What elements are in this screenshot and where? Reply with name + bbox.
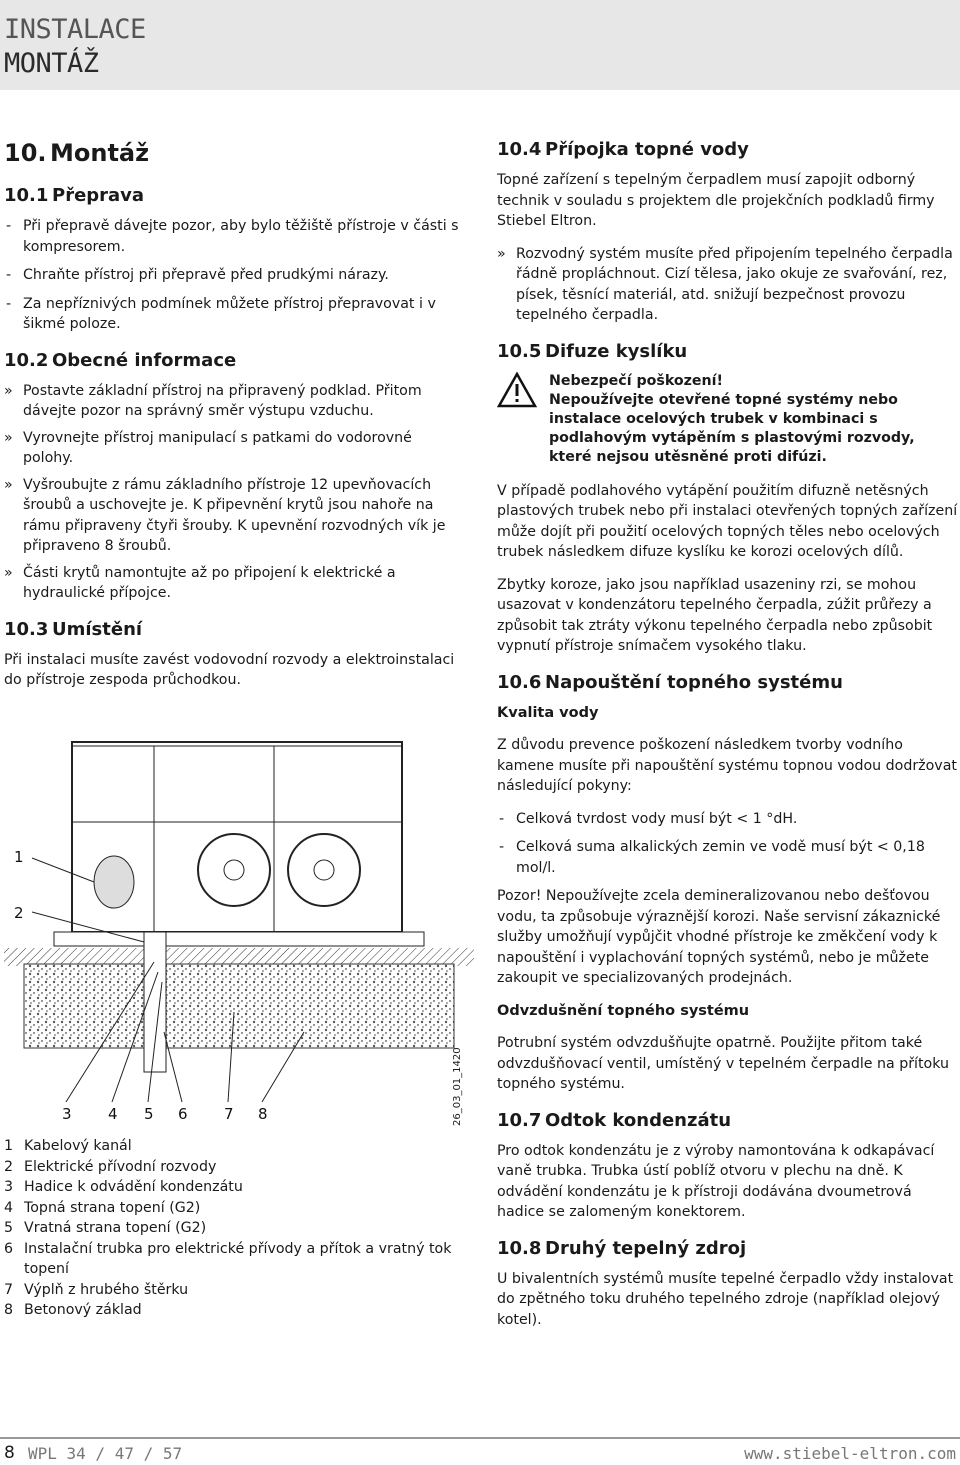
left-column <box>4 138 464 705</box>
callout-3: 3 <box>62 1105 72 1123</box>
callout-1: 1 <box>14 848 24 866</box>
section-heading: 10.8 Druhý tepelný zdroj <box>497 1237 747 1259</box>
list-item: - Celková tvrdost vody musí být < 1 °dH. <box>499 810 798 827</box>
legend-item: 3 Hadice k odvádění kondenzátu <box>4 1179 243 1195</box>
section-10-7 <box>497 1109 959 1223</box>
list-item: » Postavte základní přístroj na připravený podklad. Přitom dávejte pozor na správný směr výstupu vzduchu. <box>4 382 422 419</box>
legend-item: 8 Betonový základ <box>4 1302 142 1318</box>
paragraph: U bivalentních systémů musíte tepelné čerpadlo vždy instalovat do zpětného toku druhého tepelného zdroje (například olejový kotel). <box>497 1270 954 1328</box>
paragraph: Pro odtok kondenzátu je z výroby namontována k odkapávací vaně trubka. Trubka ústí poblíž otvoru v plechu na dně. K odvádění kondenzátu je k přístroji dodávána dvoumetrová hadice se zalomeným konektorem. <box>497 1142 935 1220</box>
paragraph: Pozor! Nepoužívejte zcela demineralizovanou nebo dešťovou vodu, ta způsobuje výraznější korozi. Naše servisní zákaznické služby umožňují vypůjčit vhodné přístroje ke změkčení vody k napouštění i vyplachování topných systémů, nebo je můžete zakoupit ve specializovaných prodejnách. <box>497 888 941 986</box>
section-10-4 <box>497 138 959 326</box>
paragraph: V případě podlahového vytápění použitím difuzně netěsných plastových trubek nebo při instalaci otevřených topných zařízení může dojít při použití ocelových topných těles nebo ocelových trubek následkem difuze kyslíku ke korozi ocelových dílů. <box>497 482 958 560</box>
subheading: Odvzdušnění topného systému <box>497 1002 750 1019</box>
paragraph: Při instalaci musíte zavést vodovodní rozvody a elektroinstalaci do přístroje zespoda průchodkou. <box>4 651 455 688</box>
header-category: INSTALACE <box>4 14 146 45</box>
right-column <box>497 138 959 1344</box>
list-item: - Chraňte přístroj při přepravě před prudkými nárazy. <box>6 267 389 283</box>
header-subcategory: MONTÁŽ <box>4 48 99 79</box>
figure-legend <box>4 1136 464 1321</box>
list-item: » Vyšroubujte z rámu základního přístroje 12 upevňovacích šroubů a uschovejte je. K připevnění krytů jsou nahoře na rámu připraveny čtyři šrouby. K upevnění rozvodných vík je připraveno 8 šroubů. <box>4 476 446 554</box>
callout-6: 6 <box>178 1105 188 1123</box>
section-10-1 <box>4 184 464 335</box>
legend-item: 1 Kabelový kanál <box>4 1138 132 1154</box>
section-heading: 10.2 Obecné informace <box>4 349 237 371</box>
section-heading: 10.6 Napouštění topného systému <box>497 671 843 693</box>
list-item: » Rozvodný systém musíte před připojením tepelného čerpadla řádně propláchnout. Cizí tělesa, jako okuje ze svařování, rez, písek, těsnící materiál, atd. snižují bezpečnost provozu tepelného čerpadla. <box>497 245 953 323</box>
paragraph: Zbytky koroze, jako jsou například usazeniny rzi, se mohou usazovat v kondenzátoru tepelného čerpadla, zúžit průřezy a způsobit tak ztráty výkonu tepelného čerpadla nebo způsobit vypnutí přístroje snímačem vysokého tlaku. <box>497 576 933 654</box>
legend-item: 2 Elektrické přívodní rozvody <box>4 1158 217 1175</box>
chapter-heading: 10. Montáž <box>4 139 150 167</box>
page-header <box>0 0 960 90</box>
section-10-3 <box>4 618 464 691</box>
callout-4: 4 <box>108 1105 118 1123</box>
paragraph: Topné zařízení s tepelným čerpadlem musí zapojit odborný technik v souladu s projektem dle projekčních podkladů firmy Stiebel Eltron. <box>497 172 935 229</box>
list-item: - Při přepravě dávejte pozor, aby bylo těžiště přístroje v části s kompresorem. <box>6 218 459 255</box>
legend-item: 5 Vratná strana topení (G2) <box>4 1220 207 1236</box>
legend-item: 7 Výplň z hrubého štěrku <box>4 1281 189 1298</box>
section-heading: 10.5 Difuze kyslíku <box>497 340 688 362</box>
paragraph: Potrubní systém odvzdušňujte opatrně. Použijte přitom také odvzdušňovací ventil, umístěný v tepelném čerpadle na přítoku topného systému. <box>497 1035 950 1092</box>
paragraph: Z důvodu prevence poškození následkem tvorby vodního kamene musíte při napouštění systému topnou vodou dodržovat následující pokyny: <box>497 737 957 794</box>
section-10-2 <box>4 349 464 604</box>
callout-2: 2 <box>14 904 24 922</box>
callout-8: 8 <box>258 1105 268 1123</box>
list-item: - Celková suma alkalických zemin ve vodě musí být < 0,18 mol/l. <box>499 839 925 876</box>
section-heading: 10.1 Přeprava <box>4 185 145 206</box>
installation-diagram <box>4 732 474 1130</box>
section-heading: 10.3 Umístění <box>4 618 143 640</box>
model-name: WPL 34 / 47 / 57 <box>28 1444 183 1463</box>
page-number: 8 <box>4 1443 15 1463</box>
list-item: » Části krytů namontujte až po připojení k elektrické a hydraulické přípojce. <box>4 564 396 601</box>
warning-title: Nebezpečí poškození! <box>549 372 723 389</box>
list-item: » Vyrovnejte přístroj manipulací s patkami do vodorovné polohy. <box>4 429 412 466</box>
section-10-5 <box>497 340 959 657</box>
list-item: - Za nepříznivých podmínek můžete přístroj přepravovat i v šikmé poloze. <box>6 295 436 332</box>
section-10-8 <box>497 1237 959 1331</box>
warning-text: Nepoužívejte otevřené topné systémy nebo instalace ocelových trubek v kombinaci s podlahovým vytápěním s plastovými rozvody, které nejsou utěsněné proti difúzi. <box>549 391 915 465</box>
website-url: www.stiebel-eltron.com <box>744 1444 956 1463</box>
callout-7: 7 <box>224 1105 234 1123</box>
warning-box <box>497 372 959 467</box>
legend-item: 4 Topná strana topení (G2) <box>4 1199 201 1216</box>
section-10-6 <box>497 671 959 1095</box>
section-heading: 10.7 Odtok kondenzátu <box>497 1109 732 1131</box>
warning-icon <box>497 372 537 408</box>
subheading: Kvalita vody <box>497 704 599 721</box>
page-footer <box>0 1437 960 1465</box>
section-heading: 10.4 Přípojka topné vody <box>497 139 749 160</box>
footer-rule <box>0 1437 960 1439</box>
legend-item: 6 Instalační trubka pro elektrické přívody a přítok a vratný tok topení <box>4 1240 452 1277</box>
figure-code: 26_03_01_1420 <box>452 1047 463 1126</box>
callout-5: 5 <box>144 1105 154 1123</box>
